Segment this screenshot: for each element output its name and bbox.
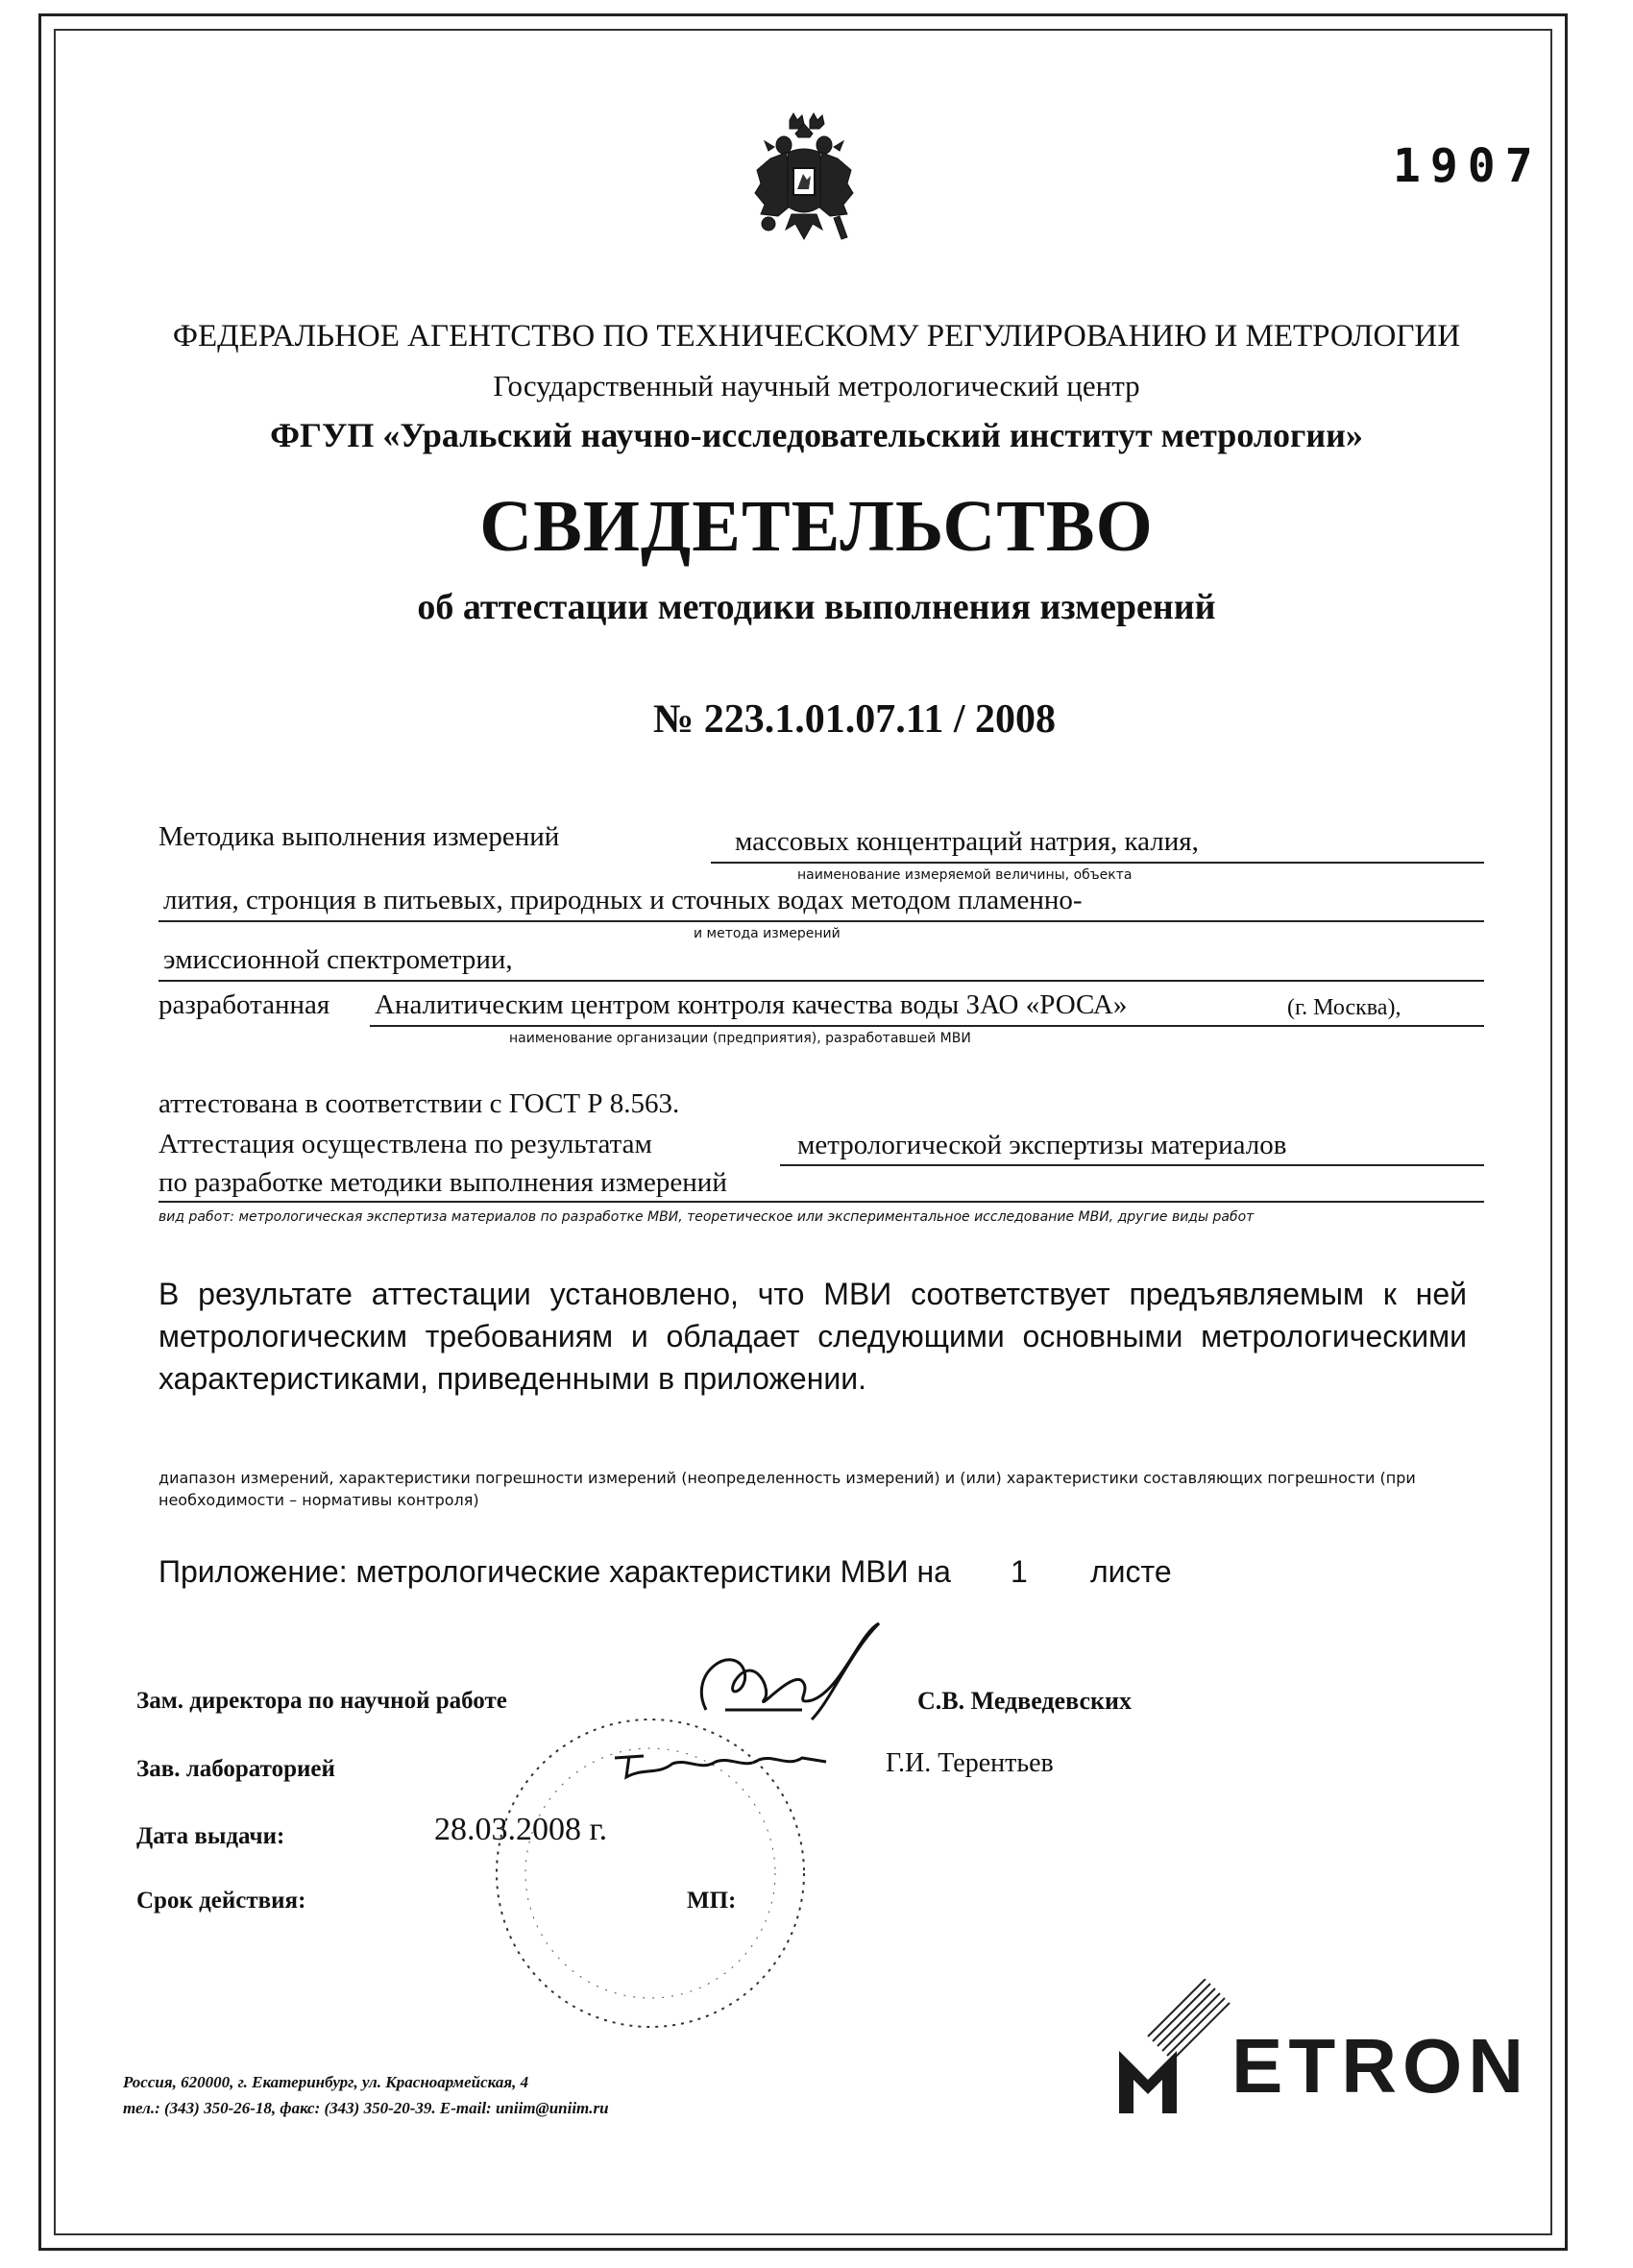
lab-head-signature <box>605 1729 836 1792</box>
deputy-signature <box>668 1614 898 1744</box>
characteristics-note: диапазон измерений, характеристики погрешности измерений (неопределенность измерений) и (или) характеристики составляющих погрешности (при необходимости – нормативы контроля) <box>158 1469 1416 1509</box>
attestation-basis-label: Аттестация осуществлена по результатам <box>158 1129 652 1159</box>
method-line-3: эмиссионной спектрометрии, <box>163 944 513 975</box>
agency-name: ФЕДЕРАЛЬНОЕ АГЕНТСТВО ПО ТЕХНИЧЕСКОМУ РЕГУЛИРОВАНИЮ И МЕТРОЛОГИИ <box>172 319 1461 354</box>
method-hint-2: и метода измерений <box>694 926 841 941</box>
deputy-director-name: С.В. Медведевских <box>917 1687 1132 1715</box>
method-line-3-underline <box>158 980 1484 982</box>
developer-city: (г. Москва), <box>1287 995 1401 1020</box>
footer-contacts: тел.: (343) 350-26-18, факс: (343) 350-20-39. E-mail: uniim@uniim.ru <box>123 2099 609 2117</box>
serial-number: 1907 <box>1393 139 1543 193</box>
developer-label: разработанная <box>158 989 330 1020</box>
lab-head-name: Г.И. Терентьев <box>886 1748 1054 1778</box>
lab-head-label: Зав. лабораторией <box>136 1756 335 1782</box>
metron-m-logo-icon <box>1119 1979 1234 2118</box>
deputy-director-label: Зам. директора по научной работе <box>136 1688 507 1714</box>
appendix-count: 1 <box>1011 1554 1028 1589</box>
institute-name: ФГУП «Уральский научно-исследовательский институт метрологии» <box>270 416 1363 454</box>
method-line-1: массовых концентраций натрия, калия, <box>735 826 1199 857</box>
method-label: Методика выполнения измерений <box>158 821 560 852</box>
method-line-2-underline <box>158 920 1484 922</box>
developer-name: Аналитическим центром контроля качества воды ЗАО «РОСА» <box>375 989 1128 1020</box>
method-line-2: лития, стронция в питьевых, природных и сточных водах методом пламенно- <box>163 885 1083 915</box>
document-title: СВИДЕТЕЛЬСТВО <box>479 486 1154 567</box>
center-name: Государственный научный метрологический центр <box>493 369 1140 402</box>
footer-address: Россия, 620000, г. Екатеринбург, ул. Красноармейская, 4 <box>123 2073 529 2091</box>
document-subtitle: об аттестации методики выполнения измерений <box>417 587 1216 627</box>
attestation-standard: аттестована в соответствии с ГОСТ Р 8.563. <box>158 1088 680 1119</box>
attestation-basis-line-1: метрологической экспертизы материалов <box>797 1130 1287 1160</box>
stamp-place-label: МП: <box>687 1888 737 1914</box>
method-hint-1: наименование измеряемой величины, объекта <box>797 867 1133 883</box>
attestation-basis-line-2: по разработке методики выполнения измерений <box>158 1167 727 1198</box>
eagle-emblem-icon <box>751 110 857 255</box>
issue-date-value: 28.03.2008 г. <box>434 1812 608 1847</box>
metron-logo <box>1119 1979 1234 2123</box>
appendix-unit: листе <box>1090 1554 1172 1589</box>
basis-line-2-underline <box>158 1201 1484 1203</box>
certificate-number: № 223.1.01.07.11 / 2008 <box>653 697 1057 742</box>
metron-logo-text: ETRON <box>1231 2023 1529 2109</box>
method-line-1-underline <box>711 862 1484 864</box>
result-paragraph: В результате аттестации установлено, что МВИ соответствует предъявляемым к ней метрологическим требованиям и обладает следующими основными метрологическими характеристиками, приведенными в приложении. <box>158 1277 1467 1396</box>
validity-label: Срок действия: <box>136 1888 306 1914</box>
appendix-label: Приложение: метрологические характеристики МВИ на <box>158 1554 951 1589</box>
developer-underline <box>370 1025 1484 1027</box>
issue-date-label: Дата выдачи: <box>136 1823 285 1849</box>
attestation-basis-hint: вид работ: метрологическая экспертиза материалов по разработке МВИ, теоретическое или экспериментальное исследование МВИ, другие виды работ <box>158 1209 1255 1225</box>
basis-line-1-underline <box>780 1164 1484 1166</box>
developer-hint: наименование организации (предприятия), разработавшей МВИ <box>509 1031 971 1046</box>
